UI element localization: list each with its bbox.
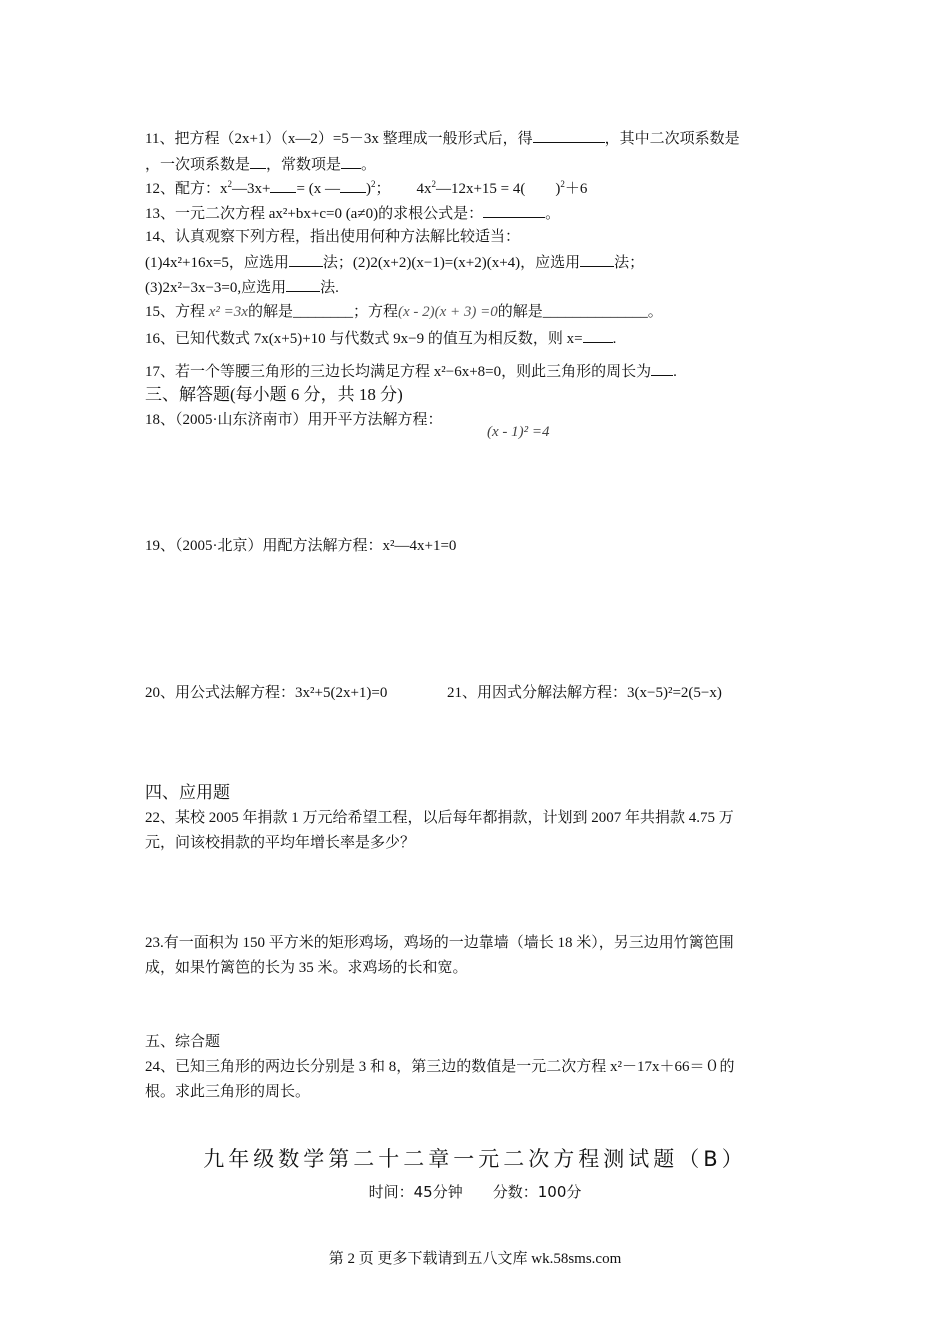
q12-exp-4: 2 bbox=[560, 179, 565, 189]
question-23-line1: 23.有一面积为 150 平方米的矩形鸡场，鸡场的一边靠墙（墙长 18 米），另三边用竹篱笆围 bbox=[145, 935, 734, 951]
q18-equation: (x - 1)² =4 bbox=[487, 424, 550, 440]
q14-part2: 法；(2)2(x+2)(x−1)=(x+2)(x+4)，应选用 bbox=[322, 255, 581, 271]
q14-part1: (1)4x²+16x=5，应选用 bbox=[145, 255, 289, 271]
q12-text-b: —3x+ bbox=[232, 181, 271, 197]
section-3-heading: 三、解答题(每小题 6 分，共 18 分) bbox=[145, 385, 403, 404]
question-14-line1 bbox=[145, 252, 644, 273]
q15-text-b: 的解是________；方程 bbox=[247, 304, 398, 320]
q11-blank-const bbox=[341, 154, 361, 169]
q12-exp-2: 2 bbox=[370, 179, 376, 189]
question-24-line1: 24、已知三角形的两边长分别是 3 和 8，第三边的数值是一元二次方程 x²－17x＋66＝０的 bbox=[145, 1059, 735, 1075]
question-15 bbox=[145, 302, 663, 322]
q15-equation-2: (x - 2)(x + 3) =0 bbox=[397, 304, 498, 320]
question-17 bbox=[145, 361, 677, 382]
question-18: 18、（2005·山东济南市）用开平方法解方程： bbox=[145, 412, 443, 428]
question-24-line2: 根。求此三角形的周长。 bbox=[145, 1084, 311, 1100]
q13-text-a: 13、一元二次方程 ax²+bx+c=0 (a≠0)的求根公式是： bbox=[145, 206, 484, 222]
q14-part3: (3)2x²−3x−3=0,应选用 bbox=[145, 280, 287, 296]
question-11-cont bbox=[145, 154, 376, 175]
question-23-line2: 成，如果竹篱笆的长为 35 米。求鸡场的长和宽。 bbox=[145, 960, 468, 976]
q11-text-c: ，一次项系数是 bbox=[145, 157, 251, 173]
q12-exp-3: 2 bbox=[431, 179, 436, 189]
exam-title: 九年级数学第二十二章一元二次方程测试题（B） bbox=[203, 1147, 747, 1171]
q14-part2-end: 法； bbox=[614, 255, 645, 271]
q11-blank-form bbox=[533, 128, 605, 143]
question-21: 21、用因式分解法解方程：3(x−5)²=2(5−x) bbox=[447, 685, 722, 701]
q12-text-c: = (x — bbox=[296, 181, 340, 197]
question-22-line2: 元，问该校捐款的平均年增长率是多少？ bbox=[145, 835, 416, 851]
q12-blank-2 bbox=[340, 178, 366, 193]
question-22-line1: 22、某校 2005 年捐款 1 万元给希望工程，以后每年都捐款，计划到 2007 年共捐款 4.75 万 bbox=[145, 810, 734, 826]
q16-text-a: 16、已知代数式 7x(x+5)+10 与代数式 9x−9 的值互为相反数，则 x= bbox=[145, 331, 583, 347]
q13-blank bbox=[483, 203, 545, 218]
q11-text-d: ，常数项是 bbox=[266, 157, 342, 173]
q11-text: 11、把方程（2x+1）（x—2）=5－3x 整理成一般形式后，得 bbox=[145, 131, 533, 147]
section-4-heading: 四、应用题 bbox=[145, 783, 230, 802]
question-19: 19、（2005·北京）用配方法解方程：x²—4x+1=0 bbox=[145, 538, 457, 554]
question-20: 20、用公式法解方程：3x²+5(2x+1)=0 bbox=[145, 685, 388, 701]
question-13 bbox=[145, 203, 560, 224]
q12-text-e: ； bbox=[375, 181, 391, 197]
section-5-heading: 五、综合题 bbox=[145, 1034, 221, 1050]
q12-blank-1 bbox=[270, 178, 296, 193]
q17-blank bbox=[651, 361, 673, 376]
q15-equation-1: x² =3x bbox=[208, 304, 248, 320]
q15-text-a: 15、方程 bbox=[145, 304, 206, 320]
question-14-line3 bbox=[145, 277, 339, 298]
q11-text-e: 。 bbox=[361, 157, 377, 173]
q14-part3-end: 法. bbox=[320, 280, 339, 296]
q11-text-b: ，其中二次项系数是 bbox=[604, 131, 740, 147]
q12-text-d: ) bbox=[365, 181, 371, 197]
q12-text-h: ) bbox=[555, 181, 561, 197]
q14-blank-3 bbox=[286, 277, 320, 292]
question-11 bbox=[145, 128, 740, 149]
q12-text-i: ＋6 bbox=[564, 181, 588, 197]
page-footer: 第 2 页 更多下载请到五八文库 wk.58sms.com bbox=[328, 1251, 622, 1267]
q13-text-b: 。 bbox=[545, 206, 561, 222]
q14-blank-1 bbox=[289, 252, 323, 267]
q16-text-b: . bbox=[612, 331, 617, 347]
q17-text-b: . bbox=[673, 364, 677, 380]
question-16 bbox=[145, 328, 616, 349]
question-14-intro: 14、认真观察下列方程，指出使用何种方法解比较适当： bbox=[145, 229, 521, 245]
q15-text-c: 的解是______________。 bbox=[497, 304, 663, 320]
q16-blank bbox=[583, 328, 613, 343]
q12-text-g: —12x+15 = 4( bbox=[435, 181, 526, 197]
question-12 bbox=[145, 178, 587, 199]
q17-text-a: 17、若一个等腰三角形的三边长均满足方程 x²−6x+8=0，则此三角形的周长为 bbox=[145, 364, 652, 380]
q11-blank-linear bbox=[250, 154, 266, 169]
q12-text-f: 4x bbox=[416, 181, 432, 197]
exam-subtitle: 时间：45分钟 分数：100分 bbox=[368, 1183, 582, 1201]
q14-blank-2 bbox=[580, 252, 614, 267]
q12-exp-1: 2 bbox=[227, 179, 233, 189]
q12-text-a: 12、配方：x bbox=[145, 181, 228, 197]
